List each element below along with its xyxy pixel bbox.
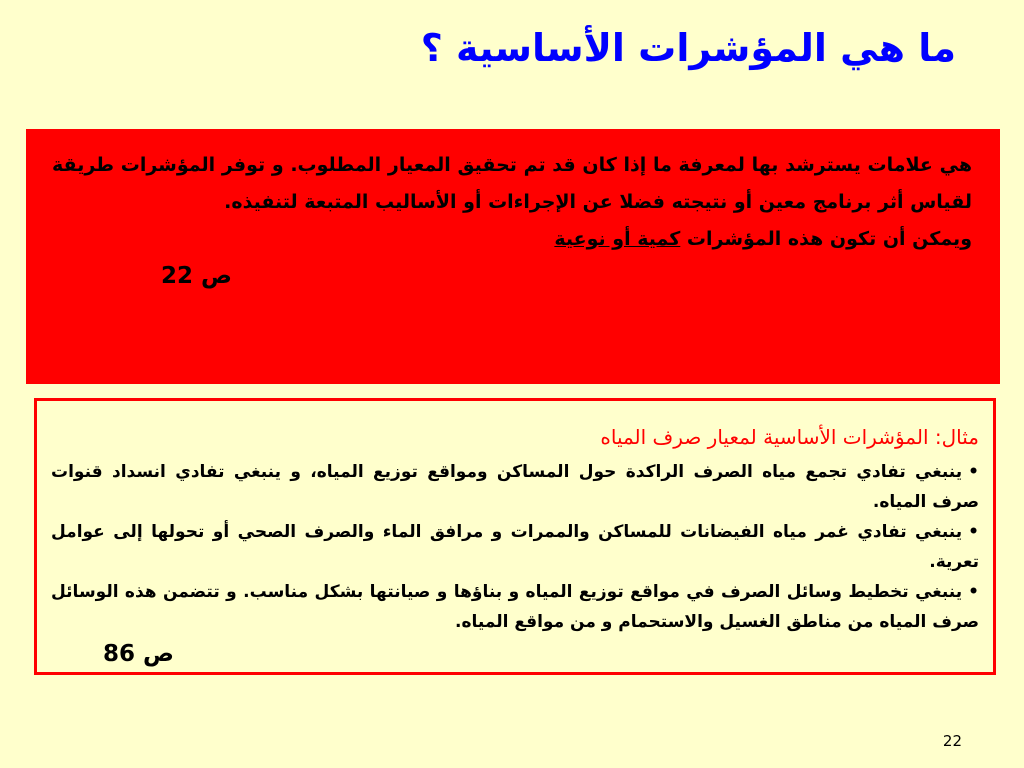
bullet-marker: • (968, 522, 979, 542)
definition-page-reference: ص 22 (161, 263, 232, 289)
example-bullet-1 (51, 457, 979, 517)
example-box (34, 398, 996, 675)
example-page-reference: ص 86 (103, 641, 174, 667)
example-bullet-text: ينبغي تفادي غمر مياه الفيضانات للمساكن والممرات و مرافق الماء والصرف الصحي أو تحولها إلى عوامل تعرية. (51, 522, 979, 572)
example-title: مثال: المؤشرات الأساسية لمعيار صرف المياه (600, 425, 979, 449)
definition-text: هي علامات يسترشد بها لمعرفة ما إذا كان قد تم تحقيق المعيار المطلوب. و توفر المؤشرات طريقة لقياس أثر برنامج معين أو نتيجته فضلا عن الإجراءات أو الأساليب المتبعة لتنفيذه. (52, 154, 972, 213)
indicator-types-prefix: ويمكن أن تكون هذه المؤشرات (680, 228, 972, 250)
example-bullet-text: ينبغي تفادي تجمع مياه الصرف الراكدة حول المساكن ومواقع توزيع المياه، و ينبغي تفادي انسداد قنوات صرف المياه. (51, 462, 979, 512)
slide-number: 22 (942, 732, 962, 750)
definition-box (26, 129, 1000, 384)
example-bullet-3 (51, 577, 979, 637)
example-bullet-text: ينبغي تخطيط وسائل الصرف في مواقع توزيع المياه و بناؤها و صيانتها بشكل مناسب. و تتضمن هذه الوسائل صرف المياه من مناطق الغسيل والاستحمام و من مواقع المياه. (51, 582, 979, 632)
indicator-types-underlined: كمية أو نوعية (554, 228, 681, 250)
bullet-marker: • (968, 462, 979, 482)
example-bullet-2 (51, 517, 979, 577)
bullet-marker: • (968, 582, 979, 602)
indicator-types-line (52, 221, 972, 258)
slide-title: ما هي المؤشرات الأساسية ؟ (420, 26, 956, 70)
